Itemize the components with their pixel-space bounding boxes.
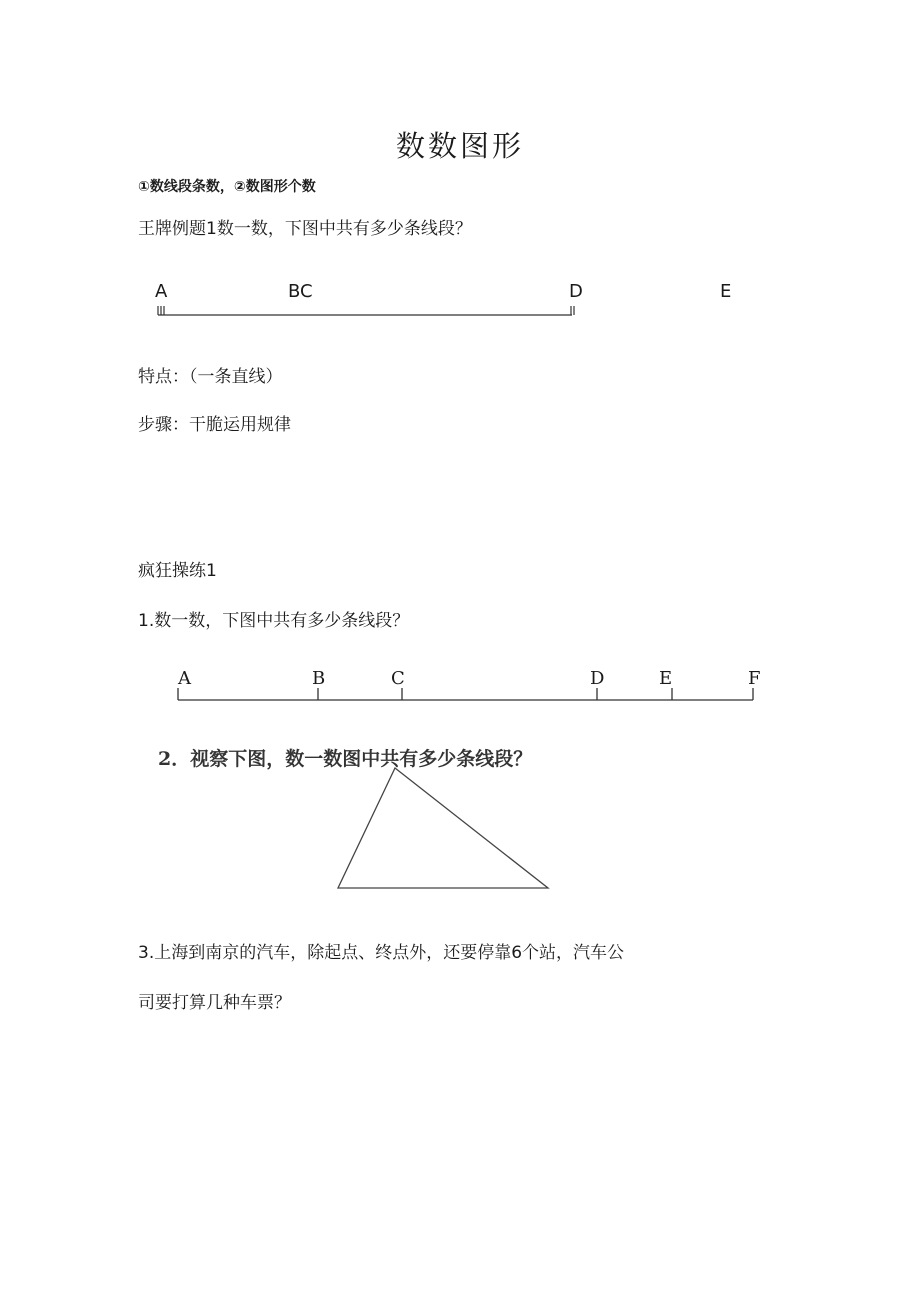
q1-label-a: A <box>178 668 191 689</box>
practice-q1: 1.数一数，下图中共有多少条线段？ <box>138 611 410 631</box>
practice-q2: 2．视察下图，数一数图中共有多少条线段？ <box>158 748 533 770</box>
practice-q3-line2: 司要打算几种车票？ <box>138 993 291 1013</box>
q1-label-b: B <box>312 668 326 689</box>
practice-heading: 疯狂操练1 <box>138 561 217 581</box>
page-subtitle: ①数线段条数，②数图形个数 <box>138 179 316 195</box>
example-line-figure <box>0 275 920 335</box>
q1-label-f: F <box>748 668 761 689</box>
feature-text: 特点：（一条直线） <box>138 367 283 387</box>
page-title: 数数图形 <box>395 129 524 163</box>
point-label-a: A <box>155 281 168 302</box>
q2-triangle <box>338 768 548 888</box>
practice-q3-line1: 3.上海到南京的汽车，除起点、终点外，还要停靠6个站，汽车公 <box>138 943 625 963</box>
steps-text: 步骤：干脆运用规律 <box>138 415 291 435</box>
example-question: 王牌例题1数一数，下图中共有多少条线段？ <box>138 219 472 239</box>
q1-label-e: E <box>659 668 673 689</box>
q1-label-d: D <box>590 668 605 689</box>
point-label-e: E <box>720 281 732 302</box>
q1-label-c: C <box>391 668 405 689</box>
point-label-d: D <box>569 281 583 302</box>
point-label-bc: BC <box>288 281 313 302</box>
q1-line-figure <box>0 664 920 714</box>
q2-triangle-figure <box>0 760 920 900</box>
